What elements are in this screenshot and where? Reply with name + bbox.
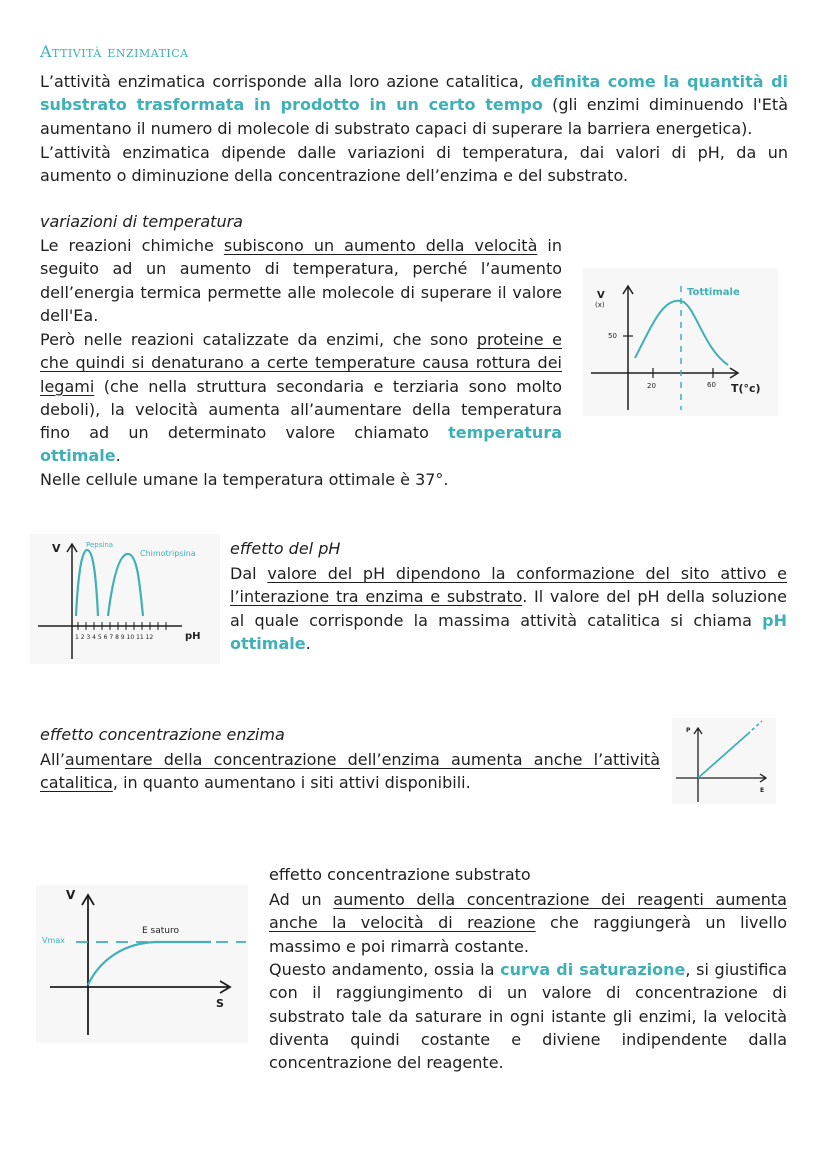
ph-graph: [30, 534, 220, 664]
temp-p1-text-end: in seguito ad un aumento di temperatura, perché l’aumento dell’energia termica permette alle molecole di superare il valore dell'Ea.: [40, 236, 562, 325]
substrate-saturation-label: E saturo: [142, 926, 179, 936]
substrate-y-label: V: [66, 888, 76, 902]
temp-p2-text-end: .: [115, 446, 121, 466]
ph-label-pepsina: Pepsina: [86, 541, 114, 549]
temp-p1-underline: subiscono un aumento della velocità: [223, 236, 538, 255]
ph-x-tick-labels: 1 2 3 4 5 6 7 8 9 10 11 12: [75, 634, 154, 641]
substrate-curve: [88, 942, 211, 985]
substrate-p1-underline: aumento della concentrazione dei reagenti aumenta anche la velocità di reazione: [269, 890, 787, 933]
temperature-heading: variazioni di temperatura: [40, 212, 243, 231]
intro-text: L’attività enzimatica corrisponde alla loro azione catalitica,: [40, 72, 531, 91]
ph-text: Dal: [230, 564, 268, 583]
ph-curve-pepsina: [76, 550, 98, 616]
substrate-graph: [36, 885, 248, 1043]
enzyme-paragraph: [40, 748, 660, 795]
enzyme-text-end: , in quanto aumentano i siti attivi disponibili.: [112, 773, 471, 793]
ph-highlight: pH ottimale: [230, 610, 787, 653]
ph-underline: valore del pH dipendono la conformazione del sito attivo e l’interazione tra enzima e substrato: [230, 564, 787, 607]
ph-paragraph: [230, 562, 787, 655]
intro-highlight: definita come la quantità di substrato trasformata in prodotto in un certo tempo: [40, 72, 789, 115]
temp-x-label: T(°c): [731, 382, 761, 395]
substrate-paragraph-1: [269, 888, 787, 958]
intro-text-end: (gli enzimi diminuendo l'Età aumentano il numero di molecole di substrato capaci di superare la barriera energetica).: [40, 95, 788, 138]
substrate-p2-highlight: curva di saturazione: [500, 960, 686, 979]
temp-p2-text-mid: (che nella struttura secondaria e terziaria sono molto deboli), la velocità aumenta all’aumentare della temperatura fino ad un determinato valore chiamato: [40, 376, 562, 443]
ph-text-end: .: [305, 633, 311, 653]
enzyme-line-dashed: [752, 721, 762, 730]
temp-p2-underline: proteine e che quindi si denaturano a certe temperature causa rottura dei legami: [40, 330, 563, 396]
substrate-vmax-label: Vmax: [42, 936, 65, 945]
temperature-graph: [583, 268, 778, 416]
ph-text-mid: . Il valore del pH della soluzione al quale corrisponde la massima attività catalitica si chiama: [230, 587, 788, 630]
temperature-paragraph-3: Nelle cellule umane la temperatura ottimale è 37°.: [40, 470, 449, 489]
temp-p2-highlight: temperatura ottimale: [40, 423, 562, 466]
temp-y-label: V: [597, 290, 605, 301]
ph-curve-chimotripsina: [108, 554, 143, 616]
temp-y-unit: (x): [595, 301, 605, 309]
page-title: Attività enzimatica: [40, 42, 189, 61]
substrate-heading: effetto concentrazione substrato: [269, 865, 531, 884]
ph-y-label: V: [52, 542, 61, 555]
enzyme-heading: effetto concentrazione enzima: [40, 725, 285, 744]
enzyme-line: [698, 732, 750, 778]
ph-x-label: pH: [185, 631, 201, 642]
temperature-paragraph-1: [40, 234, 562, 327]
substrate-x-label: S: [216, 997, 224, 1010]
temp-x-tick-label-60: 60: [707, 381, 716, 389]
enzyme-text: All’: [40, 750, 65, 769]
temp-optimum-label: Tottimale: [687, 287, 740, 298]
intro-paragraph-2: L’attività enzimatica dipende dalle variazioni di temperatura, dai valori di pH, da un aumento o diminuzione della concentrazione dell’enzima e del substrato.: [40, 143, 788, 186]
enzyme-graph: [672, 718, 776, 804]
ph-label-chimotripsina: Chimotripsina: [140, 549, 196, 558]
substrate-p2-text: Questo andamento, ossia la: [269, 960, 501, 979]
temp-x-tick-label-20: 20: [647, 382, 656, 390]
substrate-paragraph-2: [269, 958, 787, 1074]
intro-paragraph-1: [40, 70, 788, 140]
temp-y-tick-label: 50: [608, 332, 617, 340]
enzyme-y-label: P: [686, 727, 691, 734]
substrate-p1-text-end: che raggiungerà un livello massimo e poi rimarrà costante.: [269, 913, 787, 956]
temp-p2-text: Però nelle reazioni catalizzate da enzimi, che sono: [40, 330, 477, 349]
enzyme-x-label: E: [760, 787, 765, 794]
substrate-p2-text-end: , si giustifica con il raggiungimento di un valore di concentrazione di substrato tale da saturare in ogni istante gli enzimi, la velocità diventa quindi costante e diviene indipendente dalla concentrazione del reagente.: [269, 960, 788, 1073]
substrate-p1-text: Ad un: [269, 890, 334, 909]
temperature-paragraph-2: [40, 328, 562, 468]
temp-p1-text: Le reazioni chimiche: [40, 236, 224, 255]
enzyme-underline: aumentare della concentrazione dell’enzima aumenta anche l’attività catalitica: [40, 750, 660, 793]
ph-heading: effetto del pH: [230, 539, 341, 558]
